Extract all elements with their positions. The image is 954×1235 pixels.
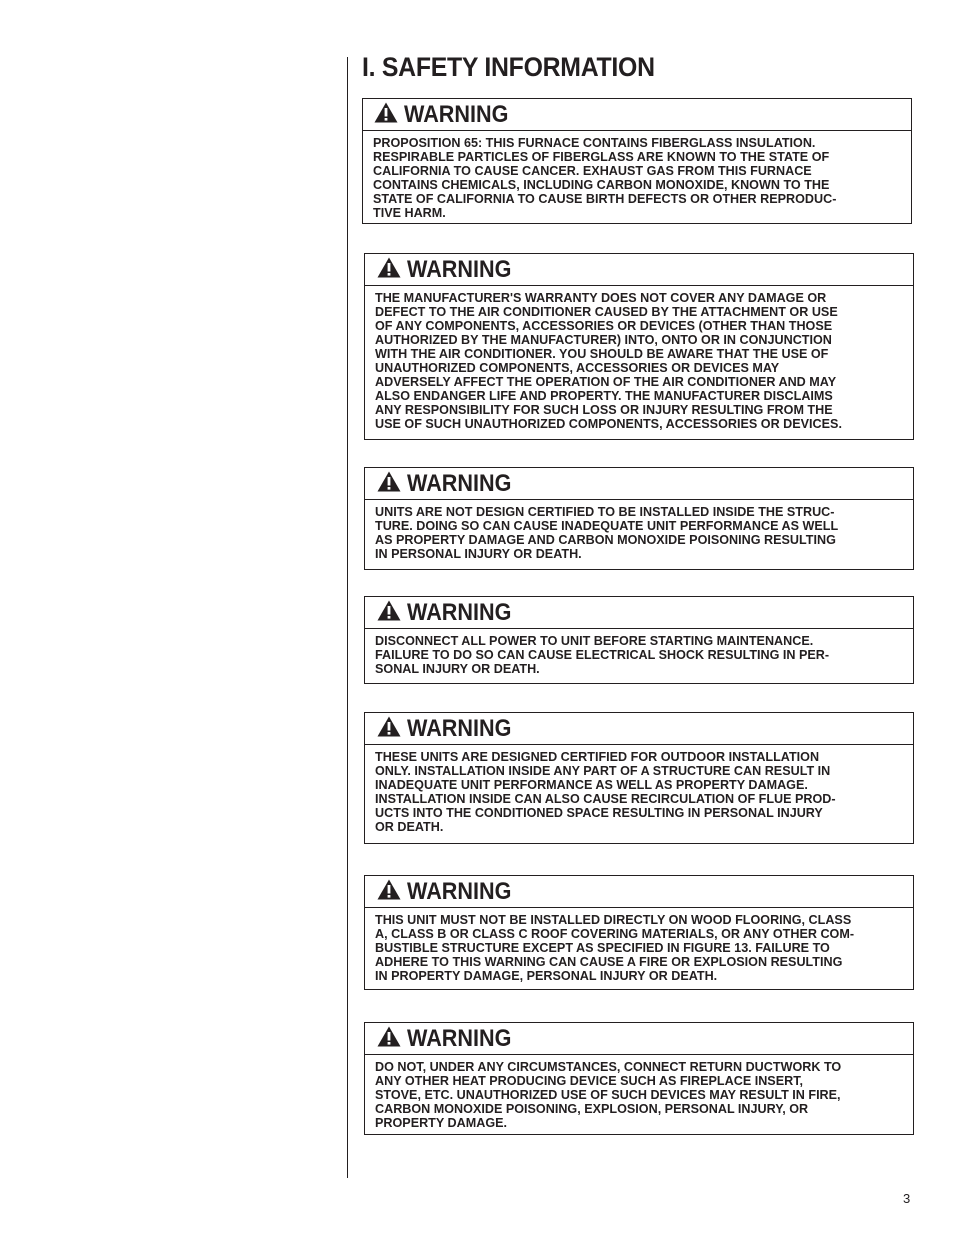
warning-triangle-icon <box>377 1026 401 1052</box>
warning-label: WARNING <box>407 877 512 905</box>
warning-header <box>363 99 911 131</box>
warning-triangle-icon <box>377 257 401 283</box>
warning-label: WARNING <box>407 469 512 497</box>
warning-box-flooring <box>364 875 914 990</box>
warning-header <box>365 597 913 629</box>
warning-box-disconnect-power <box>364 596 914 684</box>
warning-label: WARNING <box>407 255 512 283</box>
warning-label: WARNING <box>407 1024 512 1052</box>
warning-box-warranty <box>364 253 914 440</box>
warning-box-outdoor-only <box>364 712 914 844</box>
warning-text: THIS UNIT MUST NOT BE INSTALLED DIRECTLY ON WOOD FLOORING, CLASS A, CLASS B OR CLASS C ROOF COVERING MATERIALS, OR ANY OTHER COM- BUSTIBLE STRUCTURE EXCEPT AS SPECIFIED IN FIGURE 13. FAILURE TO ADHERE TO THIS WARNING CAN CAUSE A FIRE OR EXPLOSION RESULTING IN PROPERTY DAMAGE, PERSONAL INJURY OR DEATH. <box>375 913 855 983</box>
warning-box-not-indoor-certified <box>364 467 914 570</box>
warning-label: WARNING <box>407 714 512 742</box>
warning-text: UNITS ARE NOT DESIGN CERTIFIED TO BE INSTALLED INSIDE THE STRUC- TURE. DOING SO CAN CAUSE INADEQUATE UNIT PERFORMANCE AS WELL AS PROPERTY DAMAGE AND CARBON MONOXIDE POISONING RESULTING IN PERSONAL INJURY OR DEATH. <box>375 505 839 561</box>
warning-triangle-icon <box>374 102 398 128</box>
warning-triangle-icon <box>377 600 401 626</box>
warning-triangle-icon <box>377 716 401 742</box>
warning-box-return-ductwork <box>364 1022 914 1135</box>
warning-text: THESE UNITS ARE DESIGNED CERTIFIED FOR OUTDOOR INSTALLATION ONLY. INSTALLATION INSIDE ANY PART OF A STRUCTURE CAN RESULT IN INADEQUATE UNIT PERFORMANCE AS WELL AS PROPERTY DAMAGE. INSTALLATION INSIDE CAN ALSO CAUSE RECIRCULATION OF FLUE PROD- UCTS INTO THE CONDITIONED SPACE RESULTING IN PERSONAL INJURY OR DEATH. <box>375 750 836 834</box>
warning-label: WARNING <box>404 100 509 128</box>
page-title: I. SAFETY INFORMATION <box>362 52 655 82</box>
warning-triangle-icon <box>377 471 401 497</box>
warning-text: THE MANUFACTURER'S WARRANTY DOES NOT COVER ANY DAMAGE OR DEFECT TO THE AIR CONDITIONER CAUSED BY THE ATTACHMENT OR USE OF ANY COMPONENTS, ACCESSORIES OR DEVICES (OTHER THAN THOSE AUTHORIZED BY THE MANUFACTURER) INTO, ONTO OR IN CONJUNCTION WITH THE AIR CONDITIONER. YOU SHOULD BE AWARE THAT THE USE OF UNAUTHORIZED COMPONENTS, ACCESSORIES OR DEVICES MAY ADVERSELY AFFECT THE OPERATION OF THE AIR CONDITIONER AND MAY ALSO ENDANGER LIFE AND PROPERTY. THE MANUFACTURER DISCLAIMS ANY RESPONSIBILITY FOR SUCH LOSS OR INJURY RESULTING FROM THE USE OF SUCH UNAUTHORIZED COMPONENTS, ACCESSORIES OR DEVICES. <box>375 291 842 431</box>
warning-header <box>365 468 913 500</box>
warning-text: DISCONNECT ALL POWER TO UNIT BEFORE STARTING MAINTENANCE. FAILURE TO DO SO CAN CAUSE ELECTRICAL SHOCK RESULTING IN PER- SONAL INJURY OR DEATH. <box>375 634 830 676</box>
warning-header <box>365 876 913 908</box>
warning-header <box>365 713 913 745</box>
warning-text: DO NOT, UNDER ANY CIRCUMSTANCES, CONNECT RETURN DUCTWORK TO ANY OTHER HEAT PRODUCING DEVICE SUCH AS FIREPLACE INSERT, STOVE, ETC. UNAUTHORIZED USE OF SUCH DEVICES MAY RESULT IN FIRE, CARBON MONOXIDE POISONING, EXPLOSION, PERSONAL INJURY, OR PROPERTY DAMAGE. <box>375 1060 842 1130</box>
page-number: 3 <box>903 1191 911 1206</box>
warning-text: PROPOSITION 65: THIS FURNACE CONTAINS FIBERGLASS INSULATION. RESPIRABLE PARTICLES OF FIBERGLASS ARE KNOWN TO THE STATE OF CALIFORNIA TO CAUSE CANCER. EXHAUST GAS FROM THIS FURNACE CONTAINS CHEMICALS, INCLUDING CARBON MONOXIDE, KNOWN TO THE STATE OF CALIFORNIA TO CAUSE BIRTH DEFECTS OR OTHER REPRODUC- TIVE HARM. <box>373 136 837 220</box>
warning-label: WARNING <box>407 598 512 626</box>
warning-header <box>365 1023 913 1055</box>
warning-box-proposition-65 <box>362 98 912 224</box>
column-divider <box>347 57 348 1178</box>
warning-header <box>365 254 913 286</box>
warning-triangle-icon <box>377 879 401 905</box>
